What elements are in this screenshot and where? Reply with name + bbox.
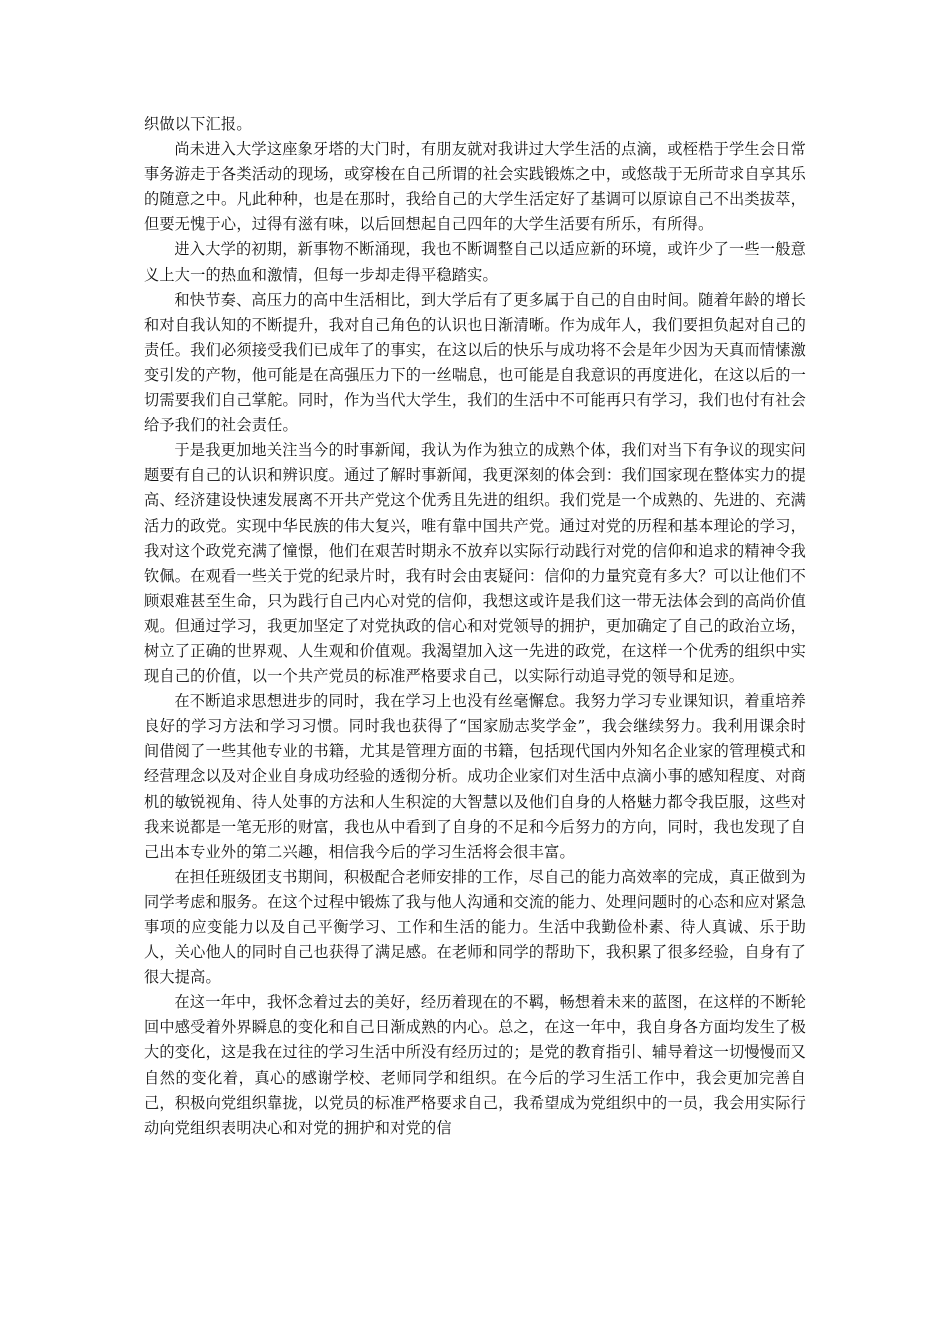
paragraph-party-understanding: 于是我更加地关注当今的时事新闻，我认为作为独立的成熟个体，我们对当下有争议的现实问题要有自己的认识和辨识度。通过了解时事新闻，我更深刻的体会到：我们国家现在整体实力的提高、经济建设快速发展离不开共产党这个优秀且先进的组织。我们党是一个成熟的、先进的、充满活力的政党。实现中华民族的伟大复兴，唯有靠中国共产党。通过对党的历程和基本理论的学习，我对这个政党充满了憧憬，他们在艰苦时期永不放弃以实际行动践行对党的信仰和追求的精神令我钦佩。在观看一些关于党的纪录片时，我有时会由衷疑问：信仰的力量究竟有多大？可以让他们不顾艰难甚至生命，只为践行自己内心对党的信仰，我想这或许是我们这一带无法体会到的高尚价值观。但通过学习，我更加坚定了对党执政的信心和对党领导的拥护，更加确定了自己的政治立场，树立了正确的世界观、人生观和价值观。我渴望加入这一先进的政党，在这样一个优秀的组织中实现自己的价值，以一个共产党员的标准严格要求自己，以实际行动追寻党的领导和足迹。 [144,441,806,686]
paragraph-league-secretary-work: 在担任班级团支书期间，积极配合老师安排的工作，尽自己的能力高效率的完成，真正做到为同学考虑和服务。在这个过程中锻炼了我与他人沟通和交流的能力、处理问题时的心态和应对紧急事项的应变能力以及自己平衡学习、工作和生活的能力。生活中我勤俭朴素、待人真诚、乐于助人，关心他人的同时自己也获得了满足感。在老师和同学的帮助下，我积累了很多经验，自身有了很大提高。 [144,867,806,987]
paragraph-early-university: 进入大学的初期，新事物不断涌现，我也不断调整自己以适应新的环境，或许少了一些一般意义上大一的热血和激情，但每一步却走得平稳踏实。 [144,240,806,284]
paragraph-opening-fragment: 织做以下汇报。 [144,115,252,133]
paragraph-before-university: 尚未进入大学这座象牙塔的大门时，有朋友就对我讲过大学生活的点滴，或桎梏于学生会日常事务游走于各类活动的现场，或穿梭在自己所谓的社会实践锻炼之中，或悠哉于无所苛求自享其乐的随意之中。凡此种种，也是在那时，我给自己的大学生活定好了基调可以原谅自己不出类拔萃，但要无愧于心，过得有滋有味，以后回想起自己四年的大学生活要有所乐，有所得。 [144,140,806,234]
paragraph-self-responsibility: 和快节奏、高压力的高中生活相比，到大学后有了更多属于自己的自由时间。随着年龄的增长和对自我认知的不断提升，我对自己角色的认识也日渐清晰。作为成年人，我们要担负起对自己的责任。我们必须接受我们已成年了的事实，在这以后的快乐与成功将不会是年少因为天真而情愫激变引发的产物，他可能是在高强压力下的一丝喘息，也可能是自我意识的再度进化，在这以后的一切需要我们自己掌舵。同时，作为当代大学生，我们的生活中不可能再只有学习，我们也付有社会给予我们的社会责任。 [144,290,806,435]
paragraph-study-progress: 在不断追求思想进步的同时，我在学习上也没有丝毫懈怠。我努力学习专业课知识，着重培养良好的学习方法和学习习惯。同时我也获得了“国家励志奖学金”，我会继续努力。我利用课余时间借阅了一些其他专业的书籍，尤其是管理方面的书籍，包括现代国内外知名企业家的管理模式和经营理念以及对企业自身成功经验的透彻分析。成功企业家们对生活中点滴小事的感知程度、对商机的敏锐视角、待人处事的方法和人生积淀的大智慧以及他们自身的人格魅力都令我臣服，这些对我来说都是一笔无形的财富，我也从中看到了自身的不足和今后努力的方向，同时，我也发现了自己出本专业外的第二兴趣，相信我今后的学习生活将会很丰富。 [144,692,806,861]
document-body [144,112,806,1141]
paragraph-year-summary: 在这一年中，我怀念着过去的美好，经历着现在的不羁，畅想着未来的蓝图，在这样的不断轮回中感受着外界瞬息的变化和自己日渐成熟的内心。总之，在这一年中，我自身各方面均发生了极大的变化，这是我在过往的学习生活中所没有经历过的；是党的教育指引、辅导着这一切慢慢而又自然的变化着，真心的感谢学校、老师同学和组织。在今后的学习生活工作中，我会更加完善自己，积极向党组织靠拢，以党员的标准严格要求自己，我希望成为党组织中的一员，我会用实际行动向党组织表明决心和对党的拥护和对党的信 [144,993,806,1137]
